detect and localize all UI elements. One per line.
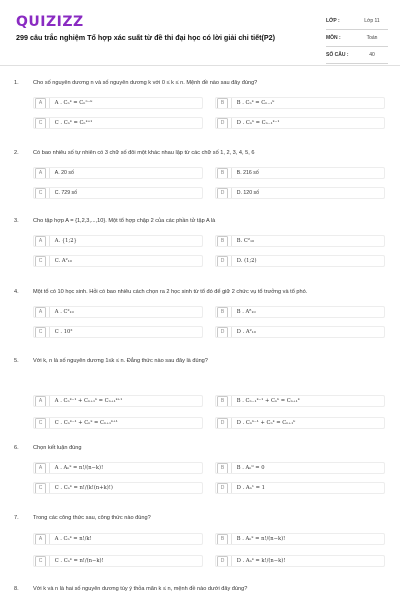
option-frame xyxy=(215,417,385,429)
option-frame xyxy=(215,555,385,567)
answer-option-b[interactable] xyxy=(215,97,385,109)
meta-row-count xyxy=(326,47,388,64)
option-letter-badge[interactable]: D xyxy=(217,418,228,429)
option-frame xyxy=(215,255,385,267)
answer-option-a[interactable] xyxy=(33,395,203,407)
answer-option-b[interactable] xyxy=(215,235,385,247)
option-text: D . Cₙᵏ = Cₙ₋₁ᵏ⁻¹ xyxy=(236,120,280,126)
answer-option-a[interactable] xyxy=(33,533,203,545)
option-text: D. (1;2) xyxy=(236,258,257,264)
option-text: C. A²₁₀ xyxy=(54,258,72,264)
answer-option-a[interactable] xyxy=(33,235,203,247)
option-frame xyxy=(33,533,203,545)
question-number: 4. xyxy=(14,289,19,295)
option-letter-badge[interactable]: D xyxy=(217,256,228,267)
option-frame xyxy=(215,97,385,109)
option-text: D . A²₁₀ xyxy=(236,329,256,335)
option-frame xyxy=(33,117,203,129)
option-frame xyxy=(33,167,203,179)
option-letter-badge[interactable]: B xyxy=(217,463,228,474)
option-letter-badge[interactable]: B xyxy=(217,307,228,318)
option-text: A . Cₙᵏ = Cₙⁿ⁻ᵏ xyxy=(54,100,93,106)
answer-option-d[interactable] xyxy=(215,255,385,267)
option-letter-badge[interactable]: C xyxy=(35,118,46,129)
meta-row-class xyxy=(326,13,388,30)
option-text: B . Cₙ₋₁ᵏ⁻¹ + Cₙᵏ = Cₙ₊₁ᵏ xyxy=(236,398,300,404)
answer-option-c[interactable] xyxy=(33,326,203,338)
answer-option-c[interactable] xyxy=(33,187,203,199)
meta-value: Lớp 11 xyxy=(364,18,380,24)
option-frame xyxy=(33,482,203,494)
option-frame xyxy=(215,462,385,474)
answer-option-d[interactable] xyxy=(215,482,385,494)
option-letter-badge[interactable]: C xyxy=(35,327,46,338)
option-letter-badge[interactable]: A xyxy=(35,463,46,474)
answer-option-c[interactable] xyxy=(33,417,203,429)
document-title: 299 câu trắc nghiệm Tổ hợp xác suất từ đề thi đại học có lời giải chi tiết(P2) xyxy=(16,33,276,42)
option-text: B . Cₙᵏ = Cₙ₋₁ᵏ xyxy=(236,100,275,106)
option-letter-badge[interactable]: A xyxy=(35,534,46,545)
option-letter-badge[interactable]: B xyxy=(217,168,228,179)
quizizz-logo[interactable]: QUIZIZZ xyxy=(16,14,84,30)
option-frame xyxy=(215,187,385,199)
option-frame xyxy=(33,187,203,199)
option-text: A. {1;2} xyxy=(54,238,77,244)
question-number: 8. xyxy=(14,586,19,592)
answer-option-a[interactable] xyxy=(33,167,203,179)
answer-option-b[interactable] xyxy=(215,306,385,318)
option-letter-badge[interactable]: C xyxy=(35,556,46,567)
option-letter-badge[interactable]: B xyxy=(217,236,228,247)
option-letter-badge[interactable]: D xyxy=(217,188,228,199)
option-frame xyxy=(215,306,385,318)
meta-value: 40 xyxy=(369,52,375,58)
question-text: Với k và n là hai số nguyên dương tùy ý thỏa mãn k ≤ n, mệnh đề nào dưới đây đúng? xyxy=(33,586,248,592)
question-number: 6. xyxy=(14,445,19,451)
option-frame xyxy=(33,555,203,567)
answer-option-a[interactable] xyxy=(33,97,203,109)
question-text: Một tổ có 10 học sinh. Hỏi có bao nhiêu cách chọn ra 2 học sinh từ tổ đó để giữ 2 chức vụ tổ trưởng và tổ phó. xyxy=(33,289,308,295)
option-text: C . Cₙᵏ = n!/(k!(n+k)!) xyxy=(54,485,113,491)
option-text: B . A⁸₁₀ xyxy=(236,309,256,315)
answer-option-d[interactable] xyxy=(215,417,385,429)
answer-option-c[interactable] xyxy=(33,482,203,494)
option-letter-badge[interactable]: B xyxy=(217,98,228,109)
option-frame xyxy=(33,97,203,109)
option-letter-badge[interactable]: C xyxy=(35,418,46,429)
option-letter-badge[interactable]: C xyxy=(35,256,46,267)
option-frame xyxy=(33,417,203,429)
option-text: B. C²₁₀ xyxy=(236,238,255,244)
answer-option-a[interactable] xyxy=(33,462,203,474)
header-divider xyxy=(0,65,400,66)
option-text: C . 10² xyxy=(54,329,73,335)
option-frame xyxy=(33,306,203,318)
option-letter-badge[interactable]: B xyxy=(217,534,228,545)
meta-key: SỐ CÂU : xyxy=(326,52,349,58)
option-frame xyxy=(215,326,385,338)
option-letter-badge[interactable]: C xyxy=(35,483,46,494)
option-frame xyxy=(33,462,203,474)
option-frame xyxy=(215,482,385,494)
option-letter-badge[interactable]: B xyxy=(217,396,228,407)
question-text: Trong các công thức sau, công thức nào đúng? xyxy=(33,515,151,521)
meta-row-subject xyxy=(326,30,388,47)
option-frame xyxy=(33,255,203,267)
question-number: 2. xyxy=(14,150,19,156)
option-letter-badge[interactable]: A xyxy=(35,307,46,318)
meta-key: LỚP : xyxy=(326,18,340,24)
option-frame xyxy=(215,167,385,179)
answer-option-d[interactable] xyxy=(215,555,385,567)
option-frame xyxy=(215,395,385,407)
option-frame xyxy=(215,235,385,247)
option-text: D . Aₙᵏ = k!/(n−k)! xyxy=(236,558,286,564)
answer-option-b[interactable] xyxy=(215,533,385,545)
answer-option-b[interactable] xyxy=(215,395,385,407)
option-text: B. 216 số xyxy=(236,170,259,176)
option-letter-badge[interactable]: A xyxy=(35,168,46,179)
option-text: C . Cₙᵏ = Cₙᵏ⁺¹ xyxy=(54,120,93,126)
answer-option-c[interactable] xyxy=(33,555,203,567)
answer-option-c[interactable] xyxy=(33,117,203,129)
answer-option-b[interactable] xyxy=(215,462,385,474)
option-text: A . Cₙᵏ⁻¹ + Cₙ₊₁ᵏ = Cₙ₊₁ᵏ⁺¹ xyxy=(54,398,123,404)
option-frame xyxy=(33,235,203,247)
option-letter-badge[interactable]: A xyxy=(35,396,46,407)
option-frame xyxy=(215,117,385,129)
option-letter-badge[interactable]: D xyxy=(217,327,228,338)
option-letter-badge[interactable]: A xyxy=(35,236,46,247)
option-text: B . Aₙᵏ = n!/(n−k)! xyxy=(236,536,286,542)
option-frame xyxy=(33,326,203,338)
question-number: 3. xyxy=(14,218,19,224)
option-text: B . Aₙ⁰ = 0 xyxy=(236,465,265,471)
option-text: C. 729 số xyxy=(54,190,78,196)
option-text: A. 20 số xyxy=(54,170,74,176)
answer-option-b[interactable] xyxy=(215,167,385,179)
answer-option-a[interactable] xyxy=(33,306,203,318)
answer-option-d[interactable] xyxy=(215,326,385,338)
option-letter-badge[interactable]: A xyxy=(35,98,46,109)
meta-key: MÔN : xyxy=(326,35,341,41)
question-text: Cho tập hợp A = {1,2,3,...,10}. Một tổ hợp chập 2 của các phần tử tập A là xyxy=(33,218,216,224)
question-number: 5. xyxy=(14,358,19,364)
option-text: D. 120 số xyxy=(236,190,260,196)
option-letter-badge[interactable]: D xyxy=(217,118,228,129)
question-text: Cho số nguyên dương n và số nguyên dương k với 0 ≤ k ≤ n. Mệnh đề nào sau đây đúng? xyxy=(33,80,258,86)
question-number: 1. xyxy=(14,80,19,86)
header xyxy=(0,0,400,72)
question-text: Có bao nhiêu số tự nhiên có 3 chữ số đôi một khác nhau lập từ các chữ số 1, 2, 3, 4, 5, 6 xyxy=(33,150,255,156)
option-text: C . Cₙᵏ = n!/(n−k)! xyxy=(54,558,104,564)
option-text: D . Cₙᵏ⁻¹ + Cₙᵏ = Cₙ₊₁ᵏ xyxy=(236,420,296,426)
meta-value: Toán xyxy=(366,35,378,41)
answer-option-d[interactable] xyxy=(215,187,385,199)
option-letter-badge[interactable]: D xyxy=(217,556,228,567)
answer-option-c[interactable] xyxy=(33,255,203,267)
option-text: C . Cₙᵏ⁻¹ + Cₙᵏ = Cₙ₊₁ᵏ⁺¹ xyxy=(54,420,118,426)
question-number: 7. xyxy=(14,515,19,521)
option-frame xyxy=(215,533,385,545)
meta-table xyxy=(326,13,388,64)
option-text: A . Cₙᵏ = n!/k! xyxy=(54,536,92,542)
option-text: A . Aₙᵏ = n!/(n−k)! xyxy=(54,465,104,471)
option-text: D . Aₙ¹ = 1 xyxy=(236,485,265,491)
option-letter-badge[interactable]: C xyxy=(35,188,46,199)
question-text: Với k, n là số nguyên dương 1≤k ≤ n. Đẳng thức nào sau đây là đúng? xyxy=(33,358,208,364)
option-text: A . C²₁₀ xyxy=(54,309,74,315)
question-text: Chọn kết luận đúng xyxy=(33,445,82,451)
answer-option-d[interactable] xyxy=(215,117,385,129)
option-frame xyxy=(33,395,203,407)
option-letter-badge[interactable]: D xyxy=(217,483,228,494)
